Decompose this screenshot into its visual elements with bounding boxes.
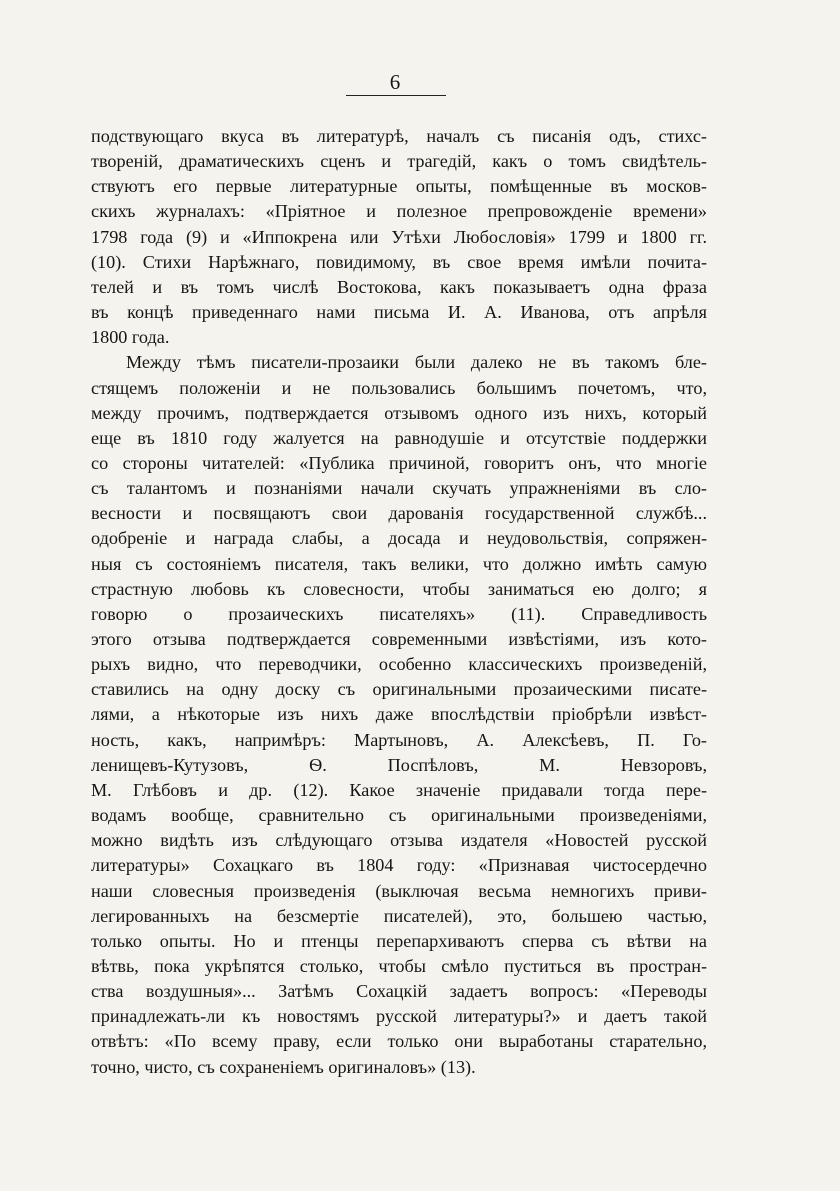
text-line: Между тѣмъ писатели-прозаики были далеко не въ такомъ бле-: [126, 352, 707, 373]
text-line: отвѣтъ: «По всему праву, если только они выработаны старательно,: [91, 1031, 707, 1052]
text-line: телей и въ томъ числѣ Востокова, какъ показываетъ одна фраза: [91, 276, 707, 297]
text-line: ленищевъ-Кутузовъ, Ѳ. Поспѣловъ, М. Невзоровъ,: [91, 754, 707, 775]
text-line: между прочимъ, подтверждается отзывомъ одного изъ нихъ, который: [91, 402, 707, 423]
text-line: подствующаго вкуса въ литературѣ, началъ съ писанія одъ, стихс-: [91, 126, 707, 146]
text-line: можно видѣть изъ слѣдующаго отзыва издателя «Новостей русской: [91, 830, 707, 851]
text-line: лями, а нѣкоторые изъ нихъ даже впослѣдствіи пріобрѣли извѣст-: [91, 704, 707, 725]
text-line: весности и посвящаютъ свои дарованія государственной службѣ...: [91, 503, 707, 524]
text-line: ныя съ состояніемъ писателя, такъ велики, что должно имѣть самую: [91, 553, 707, 574]
text-line: этого отзыва подтверждается современными извѣстіями, изъ кото-: [91, 629, 707, 649]
text-line: литературы» Сохацкаго въ 1804 году: «Признавая чистосердечно: [91, 855, 707, 876]
text-line: одобреніе и награда слабы, а досада и неудовольствія, сопряжен-: [91, 528, 707, 549]
text-line: только опыты. Но и птенцы перепархиваютъ сперва съ вѣтви на: [91, 930, 707, 951]
text-line: твореній, драматическихъ сценъ и трагедій, какъ о томъ свидѣтель-: [91, 151, 707, 172]
text-line: страстную любовь къ словесности, чтобы заниматься ею долго; я: [91, 578, 707, 599]
text-line: М. Глѣбовъ и др. (12). Какое значеніе придавали тогда пере-: [91, 779, 707, 800]
text-line: со стороны читателей: «Публика причиной, говоритъ онъ, что многіе: [91, 452, 707, 473]
text-line: еще въ 1810 году жалуется на равнодушіе и отсутствіе поддержки: [91, 427, 707, 448]
text-line: стящемъ положеніи и не пользовались большимъ почетомъ, что,: [91, 377, 707, 398]
page-number: 6: [389, 70, 401, 94]
text-line: въ концѣ приведеннаго нами письма И. А. Иванова, отъ апрѣля: [91, 302, 707, 323]
text-line: ность, какъ, напримѣръ: Мартыновъ, А. Алексѣевъ, П. Го-: [91, 729, 707, 750]
text-line: точно, чисто, съ сохраненіемъ оригиналовъ» (13).: [91, 1056, 476, 1077]
text-line: ства воздушныя»... Затѣмъ Сохацкій задаетъ вопросъ: «Переводы: [91, 981, 707, 1002]
text-line: рыхъ видно, что переводчики, особенно классическихъ произведеній,: [91, 654, 707, 675]
text-line: вѣтвь, пока укрѣпятся столько, чтобы смѣло пуститься въ простран-: [91, 955, 707, 976]
text-line: (10). Стихи Нарѣжнаго, повидимому, въ свое время имѣли почита-: [91, 251, 707, 272]
text-line: съ талантомъ и познаніями начали скучать упражненіями въ сло-: [91, 478, 707, 499]
text-line: 1798 года (9) и «Иппокрена или Утѣхи Любословія» 1799 и 1800 гг.: [91, 226, 707, 247]
text-line: наши словесныя произведенія (выключая весьма немногихъ приви-: [91, 880, 707, 901]
text-line: ставились на одну доску съ оригинальными прозаическими писате-: [91, 679, 707, 700]
text-line: водамъ вообще, сравнительно съ оригинальными произведеніями,: [91, 805, 707, 826]
text-line: принадлежать-ли къ новостямъ русской литературы?» и даетъ такой: [91, 1006, 707, 1027]
text-line: скихъ журналахъ: «Пріятное и полезное препровожденіе времени»: [91, 201, 707, 222]
text-line: легированныхъ на безсмертіе писателей), это, большею частью,: [91, 905, 707, 926]
text-line: ствуютъ его первые литературные опыты, помѣщенные въ москов-: [91, 176, 707, 197]
text-line: 1800 года.: [91, 327, 170, 348]
text-line: говорю о прозаическихъ писателяхъ» (11). Справедливость: [91, 603, 707, 624]
page-number-rule: [346, 95, 446, 96]
